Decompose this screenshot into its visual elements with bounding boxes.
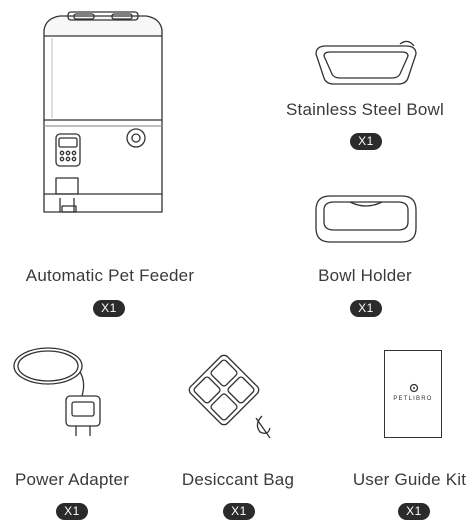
item-label-user-guide: User Guide Kit (352, 470, 467, 489)
item-label-steel-bowl: Stainless Steel Bowl (285, 100, 445, 119)
user-guide-icon (384, 350, 442, 438)
qty-badge-desiccant-bag: X1 (223, 503, 255, 520)
qty-badge-user-guide: X1 (398, 503, 430, 520)
power-adapter-icon (8, 342, 118, 442)
item-label-desiccant-bag: Desiccant Bag (181, 470, 295, 489)
bowl-holder-icon (310, 188, 422, 248)
item-label-pet-feeder: Automatic Pet Feeder (25, 266, 195, 285)
qty-badge-power-adapter: X1 (56, 503, 88, 520)
petlibro-logo-icon (409, 383, 419, 393)
qty-badge-pet-feeder: X1 (93, 300, 125, 317)
qty-badge-steel-bowl: X1 (350, 133, 382, 150)
item-label-bowl-holder: Bowl Holder (318, 266, 412, 285)
steel-bowl-icon (312, 40, 420, 88)
user-guide-brand: PETLIBRO (393, 396, 433, 402)
qty-badge-bowl-holder: X1 (350, 300, 382, 317)
desiccant-bag-icon (184, 350, 284, 450)
pet-feeder-icon (38, 8, 168, 230)
item-label-power-adapter: Power Adapter (14, 470, 130, 489)
